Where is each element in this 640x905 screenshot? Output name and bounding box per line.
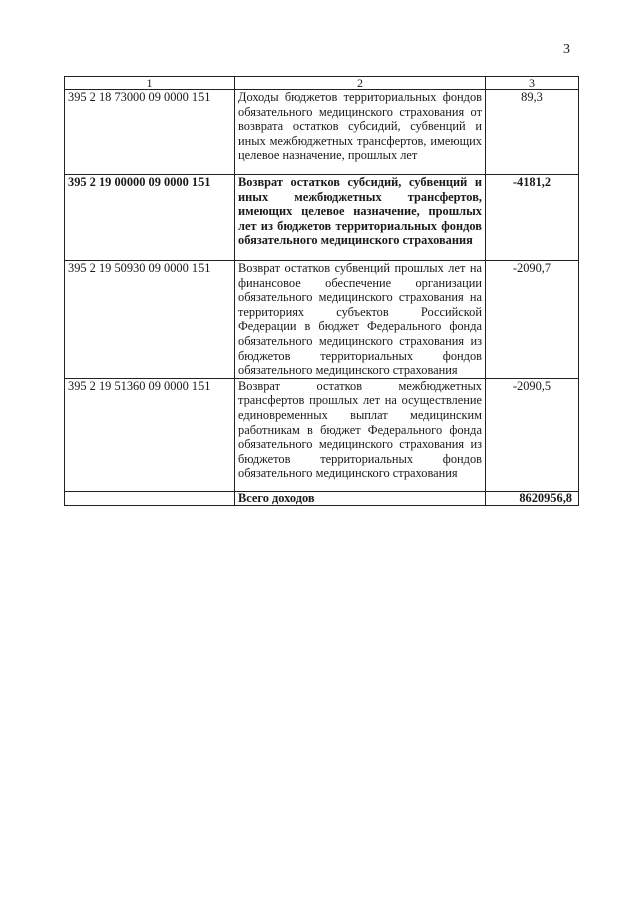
table-row <box>65 261 579 379</box>
total-code <box>65 491 235 505</box>
header-col-1: 1 <box>65 77 235 90</box>
revenue-name: Доходы бюджетов территориальных фондов обязательного медицинского страхования от возврата остатков субсидий, субвенций и иных межбюджетных трансфертов, имеющих целевое назначение, прошлых лет <box>235 90 486 175</box>
budget-code: 395 2 19 51360 09 0000 151 <box>65 378 235 491</box>
total-row <box>65 491 579 505</box>
revenue-name: Возврат остатков субвенций прошлых лет на финансовое обеспечение организации обязательного медицинского страхования на территориях субъектов Российской Федерации в бюджет Федерального фонда обязательного медицинского страхования из бюджетов территориальных фондов обязательного медицинского страхования <box>235 261 486 379</box>
revenue-name: Возврат остатков субсидий, субвенций и иных межбюджетных трансфертов, имеющих целевое назначение, прошлых лет из бюджетов территориальных фондов обязательного медицинского страхования <box>235 175 486 261</box>
revenue-amount: -2090,5 <box>486 378 579 491</box>
revenue-table <box>64 76 579 506</box>
revenue-name: Возврат остатков межбюджетных трансфертов прошлых лет на осуществление единовременных выплат медицинским работникам в бюджет Федерального фонда обязательного медицинского страхования из бюджетов территориальных фондов обязательного медицинского страхования <box>235 378 486 491</box>
budget-code: 395 2 19 00000 09 0000 151 <box>65 175 235 261</box>
revenue-amount: -2090,7 <box>486 261 579 379</box>
total-amount: 8620956,8 <box>486 491 579 505</box>
page-number: 3 <box>563 42 570 57</box>
header-row <box>65 77 579 90</box>
table-row <box>65 378 579 491</box>
budget-code: 395 2 18 73000 09 0000 151 <box>65 90 235 175</box>
table-row <box>65 175 579 261</box>
table-header <box>65 77 579 90</box>
revenue-amount: -4181,2 <box>486 175 579 261</box>
revenue-amount: 89,3 <box>486 90 579 175</box>
total-label: Всего доходов <box>235 491 486 505</box>
budget-code: 395 2 19 50930 09 0000 151 <box>65 261 235 379</box>
table-row <box>65 90 579 175</box>
header-col-3: 3 <box>486 77 579 90</box>
table-body <box>65 90 579 506</box>
header-col-2: 2 <box>235 77 486 90</box>
